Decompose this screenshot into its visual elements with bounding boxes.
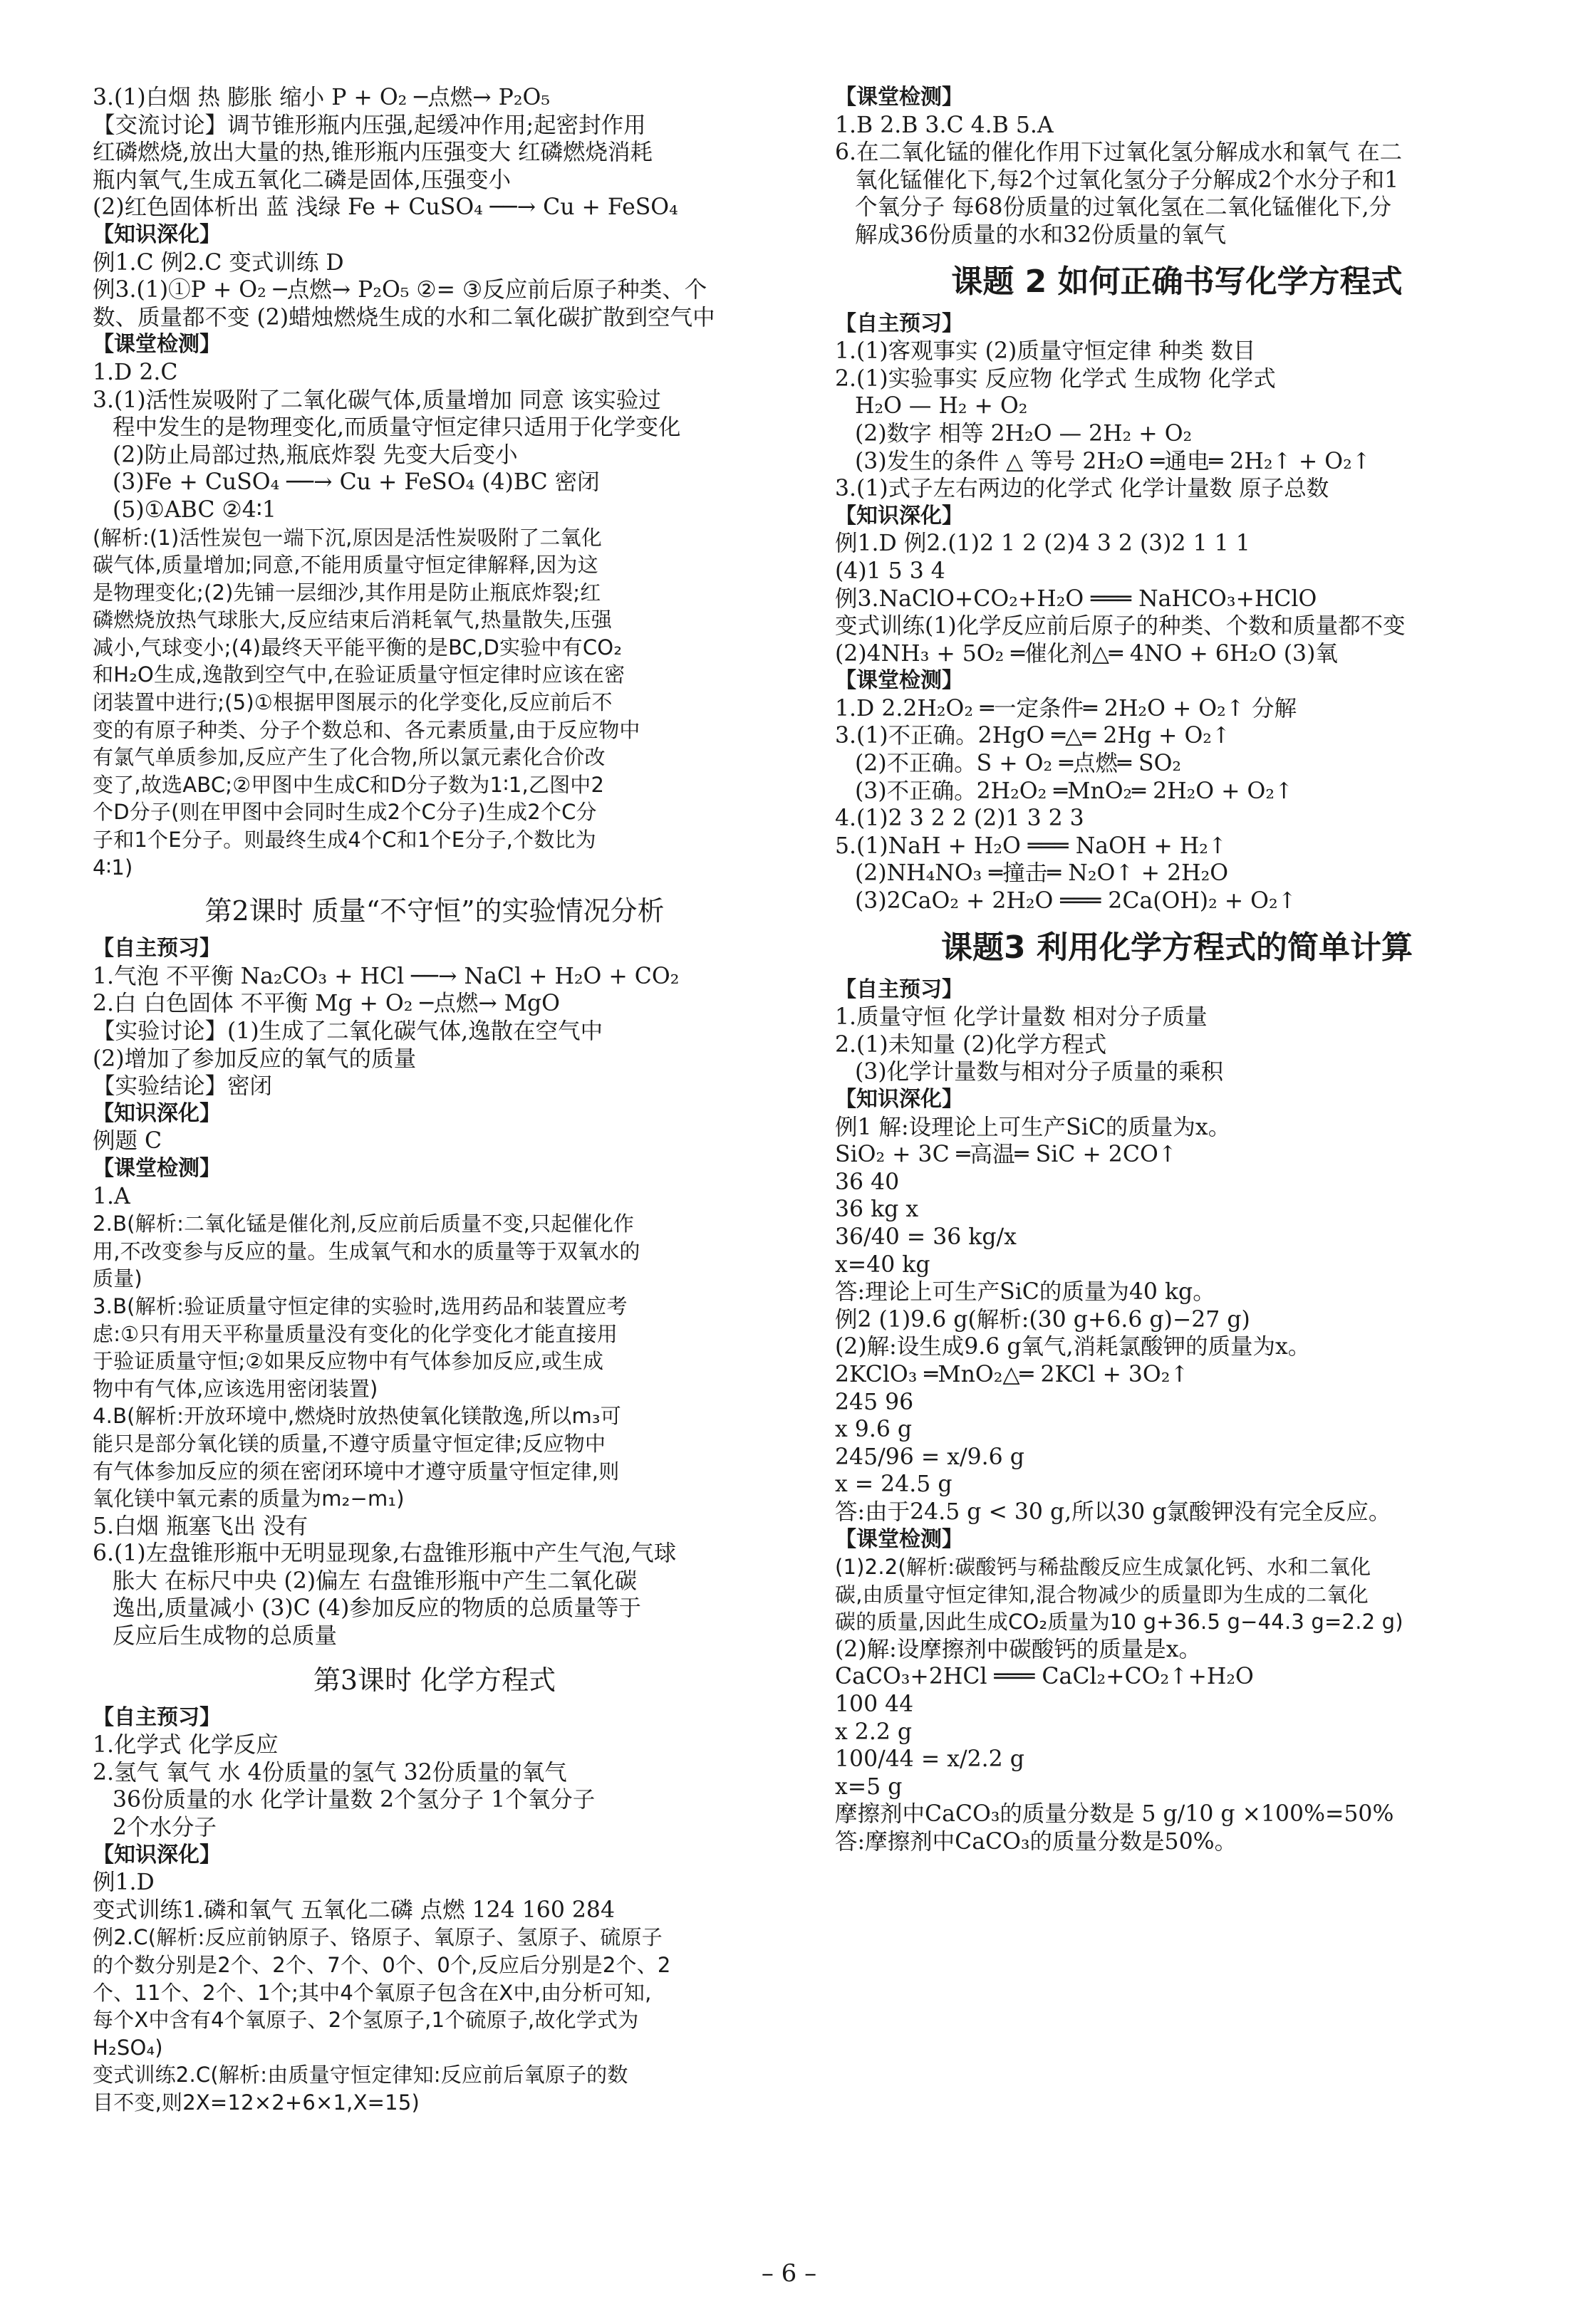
text-line: 1.D 2.2H₂O₂ ═一定条件═ 2H₂O + O₂↑ 分解 [835, 695, 1297, 721]
text-line: (2)不正确。S + O₂ ═点燃═ SO₂ [855, 751, 1182, 777]
text-line: x=5 g [835, 1773, 903, 1800]
text-line: 3.(1)不正确。2HgO ═△═ 2Hg + O₂↑ [835, 723, 1231, 749]
text-line: 5.(1)NaH + H₂O ═══ NaOH + H₂↑ [835, 833, 1227, 859]
text-line: 氧化锰催化下,每2个过氧化氢分子分解成2个水分子和1 [855, 167, 1399, 193]
lesson-title: 课题 2 如何正确书写化学方程式 [951, 263, 1403, 300]
text-line: (4)1 5 3 4 [835, 558, 945, 584]
text-line: (3)化学计量数与相对分子质量的乘积 [855, 1059, 1224, 1085]
text-line: (5)①ABC ②4∶1 [113, 496, 276, 523]
text-line: 答:摩擦剂中CaCO₃的质量分数是50%。 [835, 1829, 1237, 1855]
explanation-line: 3.B(解析:验证质量守恒定律的实验时,选用药品和装置应考 [93, 1293, 628, 1318]
text-line: 6.在二氧化锰的催化作用下过氧化氢分解成水和氧气 在二 [835, 140, 1403, 166]
text-line: 5.白烟 瓶塞飞出 没有 [93, 1513, 308, 1539]
explanation-line: 个、11个、2个、1个;其中4个氧原子包含在X中,由分析可知, [93, 1980, 652, 2005]
text-line: 个氧分子 每68份质量的过氧化氢在二氧化锰催化下,分 [855, 194, 1392, 221]
text-line: 1.D 2.C [93, 359, 178, 385]
explanation-line: H₂SO₄) [93, 2035, 163, 2060]
text-line: 1.A [93, 1183, 130, 1209]
text-line: 逸出,质量减小 (3)C (4)参加反应的物质的总质量等于 [113, 1595, 641, 1622]
text-line: 2KClO₃ ═MnO₂△═ 2KCl + 3O₂↑ [835, 1361, 1189, 1387]
text-line: 1.质量守恒 化学计量数 相对分子质量 [835, 1004, 1208, 1031]
text-line: 答:由于24.5 g < 30 g,所以30 g氯酸钾没有完全反应。 [835, 1499, 1391, 1525]
text-line: (2)增加了参加反应的氧气的质量 [93, 1046, 417, 1072]
explanation-line: 磷燃烧放热气球胀大,反应结束后消耗氧气,热量散失,压强 [93, 608, 613, 632]
explanation-line: 4∶1) [93, 855, 133, 880]
text-line: 反应后生成物的总质量 [113, 1623, 338, 1650]
explanation-line: 虑:①只有用天平称量质量没有变化的化学变化才能直接用 [93, 1321, 618, 1346]
lesson-title: 课题3 利用化学方程式的简单计算 [941, 929, 1413, 966]
explanation-line: (解析:(1)活性炭包一端下沉,原因是活性炭吸附了二氧化 [93, 525, 602, 550]
section-label: 【自主预习】 [93, 936, 221, 962]
text-line: 答:理论上可生产SiC的质量为40 kg。 [835, 1279, 1215, 1306]
text-line: 4.(1)2 3 2 2 (2)1 3 2 3 [835, 806, 1084, 832]
section-label: 【课堂检测】 [835, 85, 963, 110]
text-line: 例1 解:设理论上可生产SiC的质量为x。 [835, 1114, 1231, 1140]
text-line: 例题 C [93, 1128, 162, 1155]
text-line: 程中发生的是物理变化,而质量守恒定律只适用于化学变化 [113, 415, 681, 441]
text-line: 2.氢气 氧气 水 4份质量的氢气 32份质量的氧气 [93, 1759, 567, 1786]
text-line: 例3.NaClO+CO₂+H₂O ═══ NaHCO₃+HClO [835, 585, 1317, 612]
explanation-line: (1)2.2(解析:碳酸钙与稀盐酸反应生成氯化钙、水和二氧化 [835, 1555, 1371, 1580]
text-line: 例2 (1)9.6 g(解析:(30 g+6.6 g)−27 g) [835, 1306, 1250, 1333]
text-line: (3)2CaO₂ + 2H₂O ═══ 2Ca(OH)₂ + O₂↑ [855, 888, 1297, 915]
text-line: (2)防止局部过热,瓶底炸裂 先变大后变小 [113, 442, 518, 468]
text-line: 例1.D [93, 1870, 155, 1896]
text-line: 【交流讨论】调节锥形瓶内压强,起缓冲作用;起密封作用 [93, 112, 646, 138]
text-line: 2个水分子 [113, 1815, 217, 1841]
page-number: – 6 – [761, 2259, 817, 2288]
section-label: 【课堂检测】 [93, 1155, 221, 1181]
explanation-line: 用,不改变参与反应的量。生成氧气和水的质量等于双氧水的 [93, 1239, 640, 1263]
text-line: 瓶内氧气,生成五氧化二磷是固体,压强变小 [93, 167, 512, 193]
section-label: 【知识深化】 [835, 503, 963, 528]
text-line: 变式训练(1)化学反应前后原子的种类、个数和质量都不变 [835, 613, 1406, 640]
text-line: SiO₂ + 3C ═高温═ SiC + 2CO↑ [835, 1142, 1178, 1168]
text-line: 2.(1)实验事实 反应物 化学式 生成物 化学式 [835, 365, 1276, 392]
explanation-line: 碳的质量,因此生成CO₂质量为10 g+36.5 g−44.3 g=2.2 g) [835, 1610, 1403, 1635]
explanation-line: 4.B(解析:开放环境中,燃烧时放热使氧化镁散逸,所以m₃可 [93, 1404, 621, 1429]
text-line: 例1.D 例2.(1)2 1 2 (2)4 3 2 (3)2 1 1 1 [835, 531, 1250, 557]
text-line: CaCO₃+2HCl ═══ CaCl₂+CO₂↑+H₂O [835, 1664, 1254, 1690]
explanation-line: 是物理变化;(2)先铺一层细沙,其作用是防止瓶底炸裂;红 [93, 580, 601, 605]
section-label: 【知识深化】 [93, 1100, 221, 1126]
explanation-line: 于验证质量守恒;②如果反应物中有气体参加反应,或生成 [93, 1349, 604, 1374]
explanation-line: 目不变,则2X=12×2+6×1,X=15) [93, 2090, 420, 2115]
explanation-line: 氧化镁中氧元素的质量为m₂−m₁) [93, 1486, 405, 1511]
explanation-line: 变了,故选ABC;②甲图中生成C和D分子数为1∶1,乙图中2 [93, 772, 605, 797]
explanation-line: 子和1个E分子。则最终生成4个C和1个E分子,个数比为 [93, 828, 596, 853]
text-line: 例1.C 例2.C 变式训练 D [93, 249, 344, 276]
text-line: 例3.(1)①P + O₂ ─点燃→ P₂O₅ ②= ③反应前后原子种类、个 [93, 277, 707, 303]
explanation-line: 有氯气单质参加,反应产生了化合物,所以氯元素化合价改 [93, 745, 606, 770]
text-line: x 9.6 g [835, 1417, 913, 1443]
section-label: 【知识深化】 [93, 222, 221, 247]
text-line: 红磷燃烧,放出大量的热,锥形瓶内压强变大 红磷燃烧消耗 [93, 140, 653, 166]
text-line: x=40 kg [835, 1251, 930, 1278]
text-line: 1.B 2.B 3.C 4.B 5.A [835, 112, 1054, 138]
section-label: 【自主预习】 [835, 976, 963, 1002]
explanation-line: 的个数分别是2个、2个、7个、0个、0个,反应后分别是2个、2 [93, 1953, 671, 1977]
text-line: 3.(1)式子左右两边的化学式 化学计量数 原子总数 [835, 476, 1329, 502]
text-line: 36 40 [835, 1169, 900, 1195]
explanation-line: 个D分子(则在甲图中会同时生成2个C分子)生成2个C分 [93, 800, 597, 825]
text-line: 245 96 [835, 1389, 914, 1415]
text-line: 1.气泡 不平衡 Na₂CO₃ + HCl ──→ NaCl + H₂O + CO₂ [93, 963, 680, 989]
explanation-line: 物中有气体,应该选用密闭装置) [93, 1376, 378, 1401]
text-line: H₂O — H₂ + O₂ [855, 393, 1028, 420]
explanation-line: 有气体参加反应的须在密闭环境中才遵守质量守恒定律,则 [93, 1459, 620, 1484]
text-line: 36份质量的水 化学计量数 2个氢分子 1个氧分子 [113, 1787, 596, 1813]
text-line: 1.(1)客观事实 (2)质量守恒定律 种类 数目 [835, 338, 1256, 365]
lesson-subtitle: 第2课时 质量“不守恒”的实验情况分析 [204, 895, 665, 927]
section-label: 【课堂检测】 [835, 668, 963, 694]
text-line: (2)4NH₃ + 5O₂ ═催化剂△═ 4NO + 6H₂O (3)氧 [835, 640, 1338, 667]
text-line: 变式训练1.磷和氧气 五氧化二磷 点燃 124 160 284 [93, 1897, 615, 1923]
explanation-line: 碳气体,质量增加;同意,不能用质量守恒定律解释,因为这 [93, 553, 598, 578]
lesson-subtitle: 第3课时 化学方程式 [313, 1664, 556, 1696]
explanation-line: 质量) [93, 1266, 142, 1291]
explanation-line: 闭装置中进行;(5)①根据甲图展示的化学变化,反应前后不 [93, 690, 613, 715]
text-line: (2)解:设摩擦剂中碳酸钙的质量是x。 [835, 1636, 1201, 1662]
explanation-line: 例2.C(解析:反应前钠原子、铬原子、氧原子、氢原子、硫原子 [93, 1925, 663, 1950]
text-line: 摩擦剂中CaCO₃的质量分数是 5 g/10 g ×100%=50% [835, 1801, 1394, 1828]
section-label: 【知识深化】 [93, 1842, 221, 1867]
explanation-line: 每个X中含有4个氧原子、2个氢原子,1个硫原子,故化学式为 [93, 2008, 639, 2033]
right-column [835, 84, 1519, 1856]
text-line: x 2.2 g [835, 1719, 913, 1745]
section-label: 【课堂检测】 [835, 1526, 963, 1552]
text-line: (2)解:设生成9.6 g氧气,消耗氯酸钾的质量为x。 [835, 1334, 1311, 1360]
text-line: (3)Fe + CuSO₄ ──→ Cu + FeSO₄ (4)BC 密闭 [113, 469, 600, 496]
text-line: 胀大 在标尺中央 (2)偏左 右盘锥形瓶中产生二氧化碳 [113, 1568, 638, 1594]
text-line: 1.化学式 化学反应 [93, 1732, 279, 1758]
text-line: 6.(1)左盘锥形瓶中无明显现象,右盘锥形瓶中产生气泡,气球 [93, 1541, 677, 1567]
explanation-line: 变式训练2.C(解析:由质量守恒定律知:反应前后氧原子的数 [93, 2063, 628, 2088]
text-line: (3)不正确。2H₂O₂ ═MnO₂═ 2H₂O + O₂↑ [855, 778, 1294, 804]
text-line: (3)发生的条件 △ 等号 2H₂O ═通电═ 2H₂↑ + O₂↑ [855, 448, 1371, 474]
text-line: 100/44 = x/2.2 g [835, 1746, 1024, 1773]
text-line: (2)数字 相等 2H₂O — 2H₂ + O₂ [855, 420, 1193, 447]
explanation-line: 减小,气球变小;(4)最终天平能平衡的是BC,D实验中有CO₂ [93, 635, 623, 660]
text-line: 100 44 [835, 1692, 914, 1718]
section-label: 【知识深化】 [835, 1087, 963, 1112]
section-label: 【自主预习】 [835, 311, 963, 336]
explanation-line: 能只是部分氧化镁的质量,不遵守质量守恒定律;反应物中 [93, 1431, 606, 1456]
section-label: 【课堂检测】 [93, 332, 221, 358]
text-line: 245/96 = x/9.6 g [835, 1444, 1024, 1470]
text-line: 2.(1)未知量 (2)化学方程式 [835, 1031, 1107, 1058]
text-line: 2.白 白色固体 不平衡 Mg + O₂ ─点燃→ MgO [93, 991, 561, 1017]
text-line: (2)NH₄NO₃ ═撞击═ N₂O↑ + 2H₂O [855, 860, 1229, 887]
text-line: 3.(1)白烟 热 膨胀 缩小 P + O₂ ─点燃→ P₂O₅ [93, 85, 550, 110]
text-line: 3.(1)活性炭吸附了二氧化碳气体,质量增加 同意 该实验过 [93, 387, 661, 413]
section-label: 【自主预习】 [93, 1704, 221, 1730]
explanation-line: 和H₂O生成,逸散到空气中,在验证质量守恒定律时应该在密 [93, 662, 626, 687]
explanation-line: 碳,由质量守恒定律知,混合物减少的质量即为生成的二氧化 [835, 1582, 1369, 1607]
explanation-line: 2.B(解析:二氧化锰是催化剂,反应前后质量不变,只起催化作 [93, 1211, 635, 1236]
text-line: (2)红色固体析出 蓝 浅绿 Fe + CuSO₄ ──→ Cu + FeSO₄ [93, 194, 678, 221]
text-line: 【实验讨论】(1)生成了二氧化碳气体,逸散在空气中 [93, 1018, 603, 1044]
text-line: x = 24.5 g [835, 1471, 952, 1498]
text-line: 解成36份质量的水和32份质量的氧气 [855, 222, 1227, 248]
text-line: 数、质量都不变 (2)蜡烛燃烧生成的水和二氧化碳扩散到空气中 [93, 304, 715, 330]
text-line: 36 kg x [835, 1197, 919, 1223]
explanation-line: 变的有原子种类、分子个数总和、各元素质量,由于反应物中 [93, 717, 640, 742]
text-line: 【实验结论】密闭 [93, 1073, 273, 1100]
left-column [93, 84, 777, 2117]
text-line: 36/40 = 36 kg/x [835, 1224, 1017, 1250]
